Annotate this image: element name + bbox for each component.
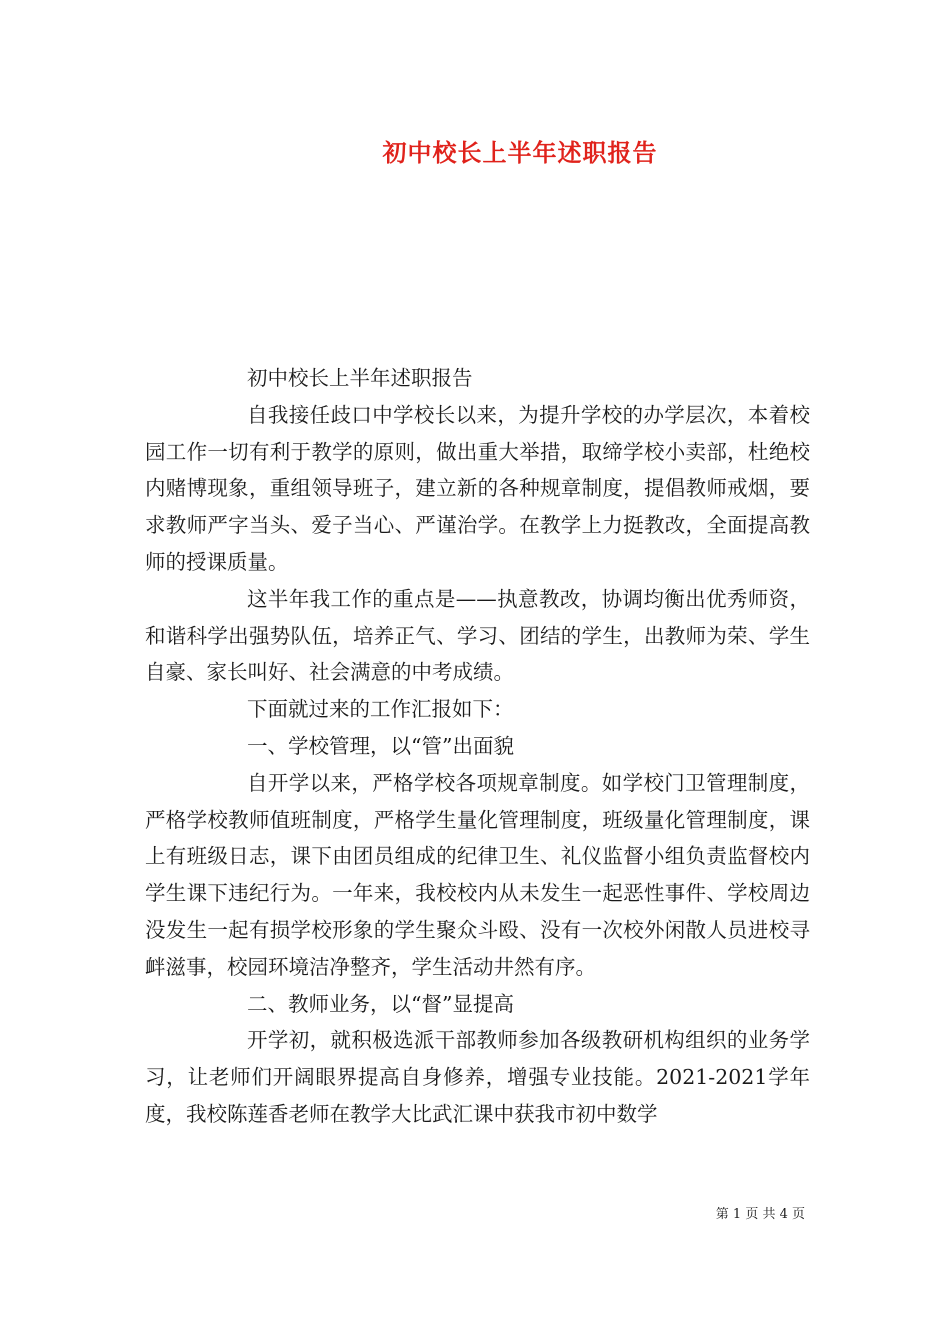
paragraph: 自开学以来，严格学校各项规章制度。如学校门卫管理制度，严格学校教师值班制度，严格学生量化管理制度，班级量化管理制度，课上有班级日志，课下由团员组成的纪律卫生、礼仪监督小组负责监督校内学生课下违纪行为。一年来，我校校内从未发生一起恶性事件、学校周边没发生一起有损学校形象的学生聚众斗殴、没有一次校外闲散人员进校寻衅滋事，校园环境洁净整齐，学生活动井然有序。 [145, 770, 810, 979]
section-heading: 一、学校管理，以“管”出面貌 [247, 733, 514, 758]
document-body [145, 360, 810, 1133]
paragraph: 开学初，就积极选派干部教师参加各级教研机构组织的业务学习，让老师们开阔眼界提高自身修养，增强专业技能。2021-2021学年度，我校陈莲香老师在教学大比武汇课中获我市初中数学 [145, 1028, 810, 1126]
section-heading: 二、教师业务，以“督”显提高 [247, 991, 514, 1016]
paragraph: 这半年我工作的重点是——执意教改，协调均衡出优秀师资，和谐科学出强势队伍，培养正气、学习、团结的学生，出教师为荣、学生自豪、家长叫好、社会满意的中考成绩。 [145, 586, 810, 685]
paragraph: 自我接任歧口中学校长以来，为提升学校的办学层次，本着校园工作一切有利于教学的原则，做出重大举措，取缔学校小卖部，杜绝校内赌博现象，重组领导班子，建立新的各种规章制度，提倡教师戒烟，要求教师严字当头、爱子当心、严谨治学。在教学上力挺教改，全面提高教师的授课质量。 [145, 402, 810, 574]
document-title: 初中校长上半年述职报告 [382, 138, 658, 167]
body-heading: 初中校长上半年述职报告 [247, 366, 473, 390]
page-number: 第 1 页 共 4 页 [715, 1207, 805, 1222]
paragraph: 下面就过来的工作汇报如下： [247, 697, 514, 722]
